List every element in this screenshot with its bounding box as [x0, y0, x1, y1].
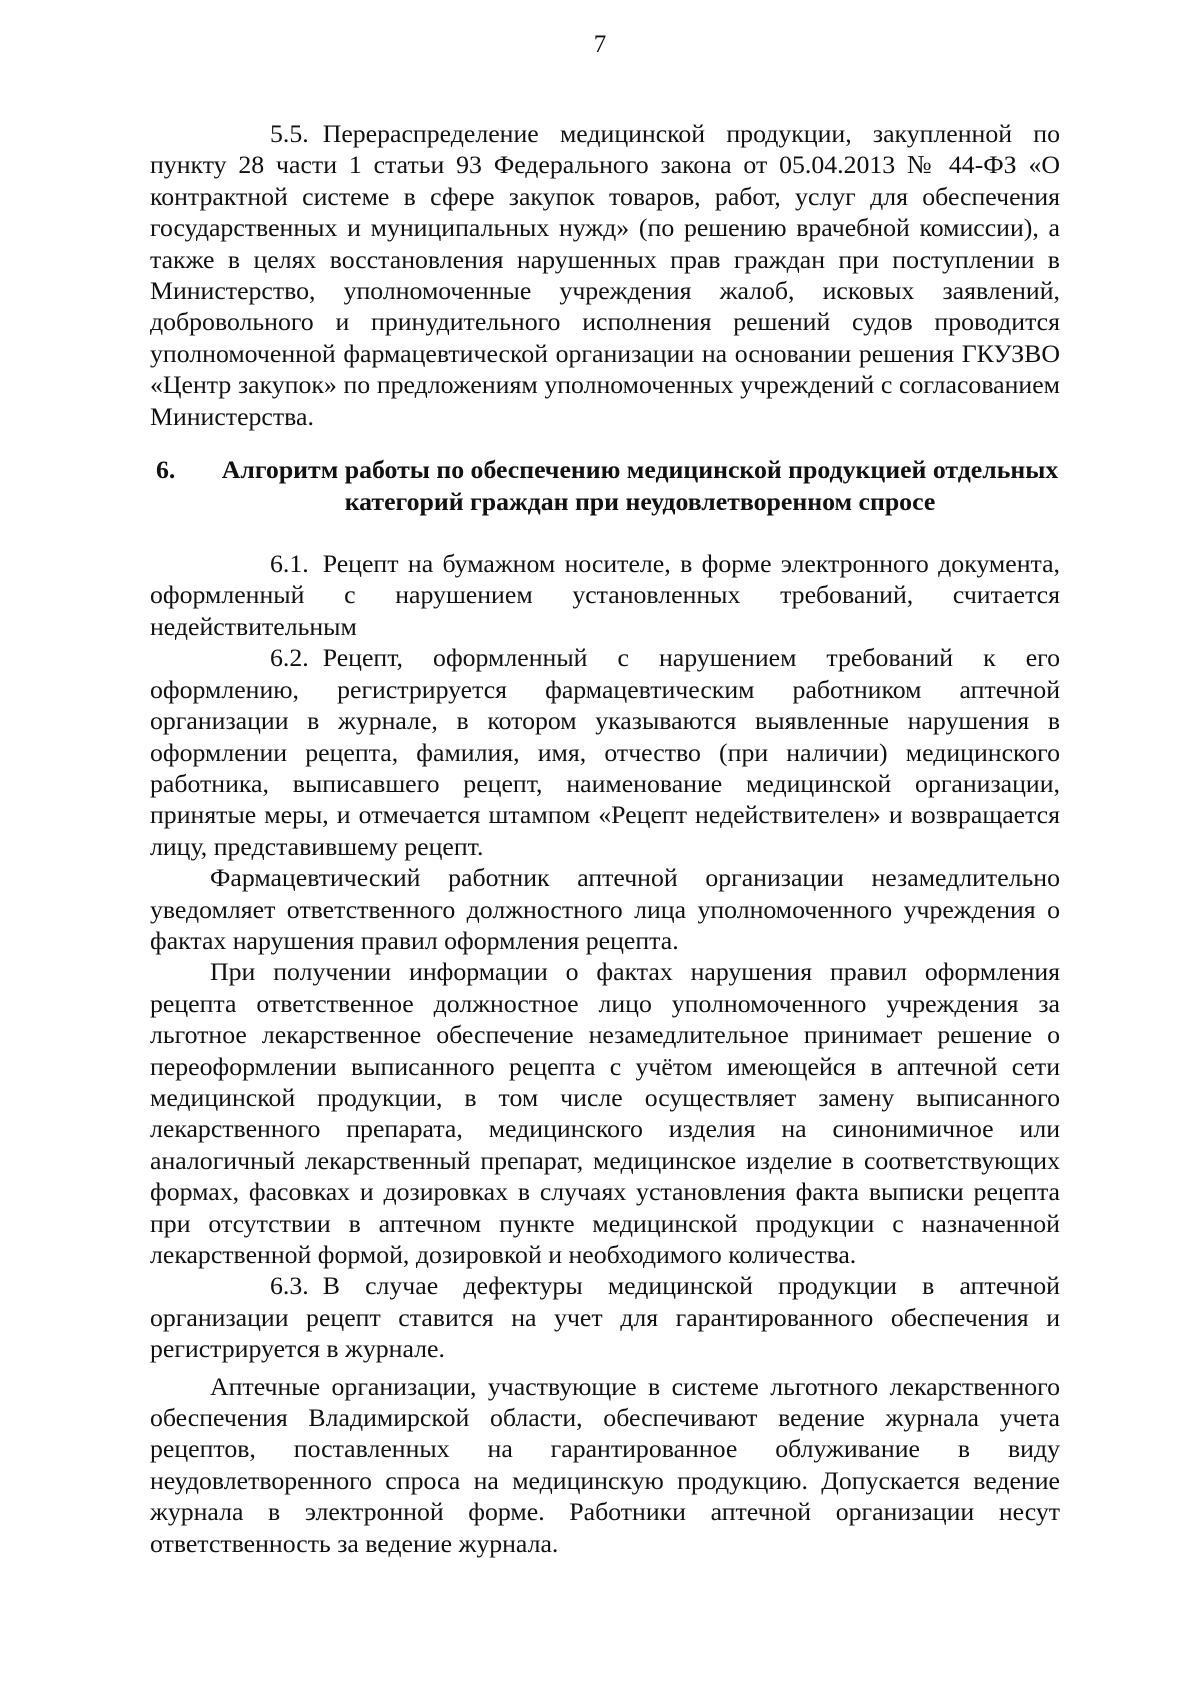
paragraph-pharmacy-worker: Фармацевтический работник аптечной организации незамедлительно уведомляет ответственного должностного лица уполномоченного учреждения о фактах нарушения правил оформления рецепта.	[150, 863, 1060, 955]
clause-text: Рецепт на бумажном носителе, в форме электронного документа, оформленный с нарушением установленных требований, считается недействительным	[150, 549, 1060, 641]
clause-text: Рецепт, оформленный с нарушением требований к его оформлению, регистрируется фармацевтическим работником аптечной организации в журнале, в котором указываются выявленные нарушения в оформлении рецепта, фамилия, имя, отчество (при наличии) медицинского работника, выписавшего рецепт, наименование медицинской организации, принятые меры, и отмечается штампом «Рецепт недействителен» и возвращается лицу, представившему рецепт.	[150, 643, 1060, 861]
paragraph-pharmacies: Аптечные организации, участвующие в системе льготного лекарственного обеспечения Владимирской области, обеспечивают ведение журнала учета рецептов, поставленных на гарантированное облуживание в виду неудовлетворенного спроса на медицинскую продукцию. Допускается ведение журнала в электронной форме. Работники аптечной организации несут ответственность за ведение журнала.	[150, 1371, 1060, 1558]
section-number: 6.	[156, 455, 176, 485]
section-title: Алгоритм работы по обеспечению медицинской продукцией отдельных категорий граждан при неудовлетворенном спросе	[221, 455, 1059, 517]
page-number: 7	[593, 31, 607, 58]
section-6-heading	[150, 454, 1060, 518]
paragraph-5-5	[150, 118, 1060, 432]
paragraph-6-3	[150, 1270, 1060, 1364]
clause-text: Перераспределение медицинской продукции, закупленной по пункту 28 части 1 статьи 93 Федерального закона от 05.04.2013 № 44-ФЗ «О контрактной системе в сфере закупок товаров, работ, услуг для обеспечения государственных и муниципальных нужд» (по решению врачебной комиссии), а также в целях восстановления нарушенных прав граждан при поступлении в Министерство, уполномоченные учреждения жалоб, исковых заявлений, добровольного и принудительного исполнения решений судов проводится уполномоченной фармацевтической организации на основании решения ГКУЗВО «Центр закупок» по предложениям уполномоченных учреждений с согласованием Министерства.	[150, 119, 1060, 431]
clause-number: 6.2.	[270, 643, 309, 673]
clause-number: 6.1.	[270, 549, 309, 579]
paragraph-6-1	[150, 548, 1060, 642]
clause-number: 5.5.	[270, 119, 309, 148]
document-body	[150, 118, 1060, 1559]
clause-text: В случае дефектуры медицинской продукции в аптечной организации рецепт ставится на учет для гарантированного обеспечения и регистрируется в журнале.	[150, 1271, 1060, 1364]
paragraph-upon-information: При получении информации о фактах нарушения правил оформления рецепта ответственное должностное лицо уполномоченного учреждения за льготное лекарственное обеспечение незамедлительное принимает решение о переоформлении выписанного рецепта с учётом имеющейся в аптечной сети медицинской продукции, в том числе осуществляет замену выписанного лекарственного препарата, медицинского изделия на синонимичное или аналогичный лекарственный препарат, медицинское изделие в соответствующих формах, фасовках и дозировках в случаях установления факта выписки рецепта при отсутствии в аптечном пункте медицинской продукции с назначенной лекарственной формой, дозировкой и необходимого количества.	[150, 957, 1060, 1269]
clause-number: 6.3.	[270, 1271, 309, 1301]
paragraph-6-2	[150, 642, 1060, 862]
